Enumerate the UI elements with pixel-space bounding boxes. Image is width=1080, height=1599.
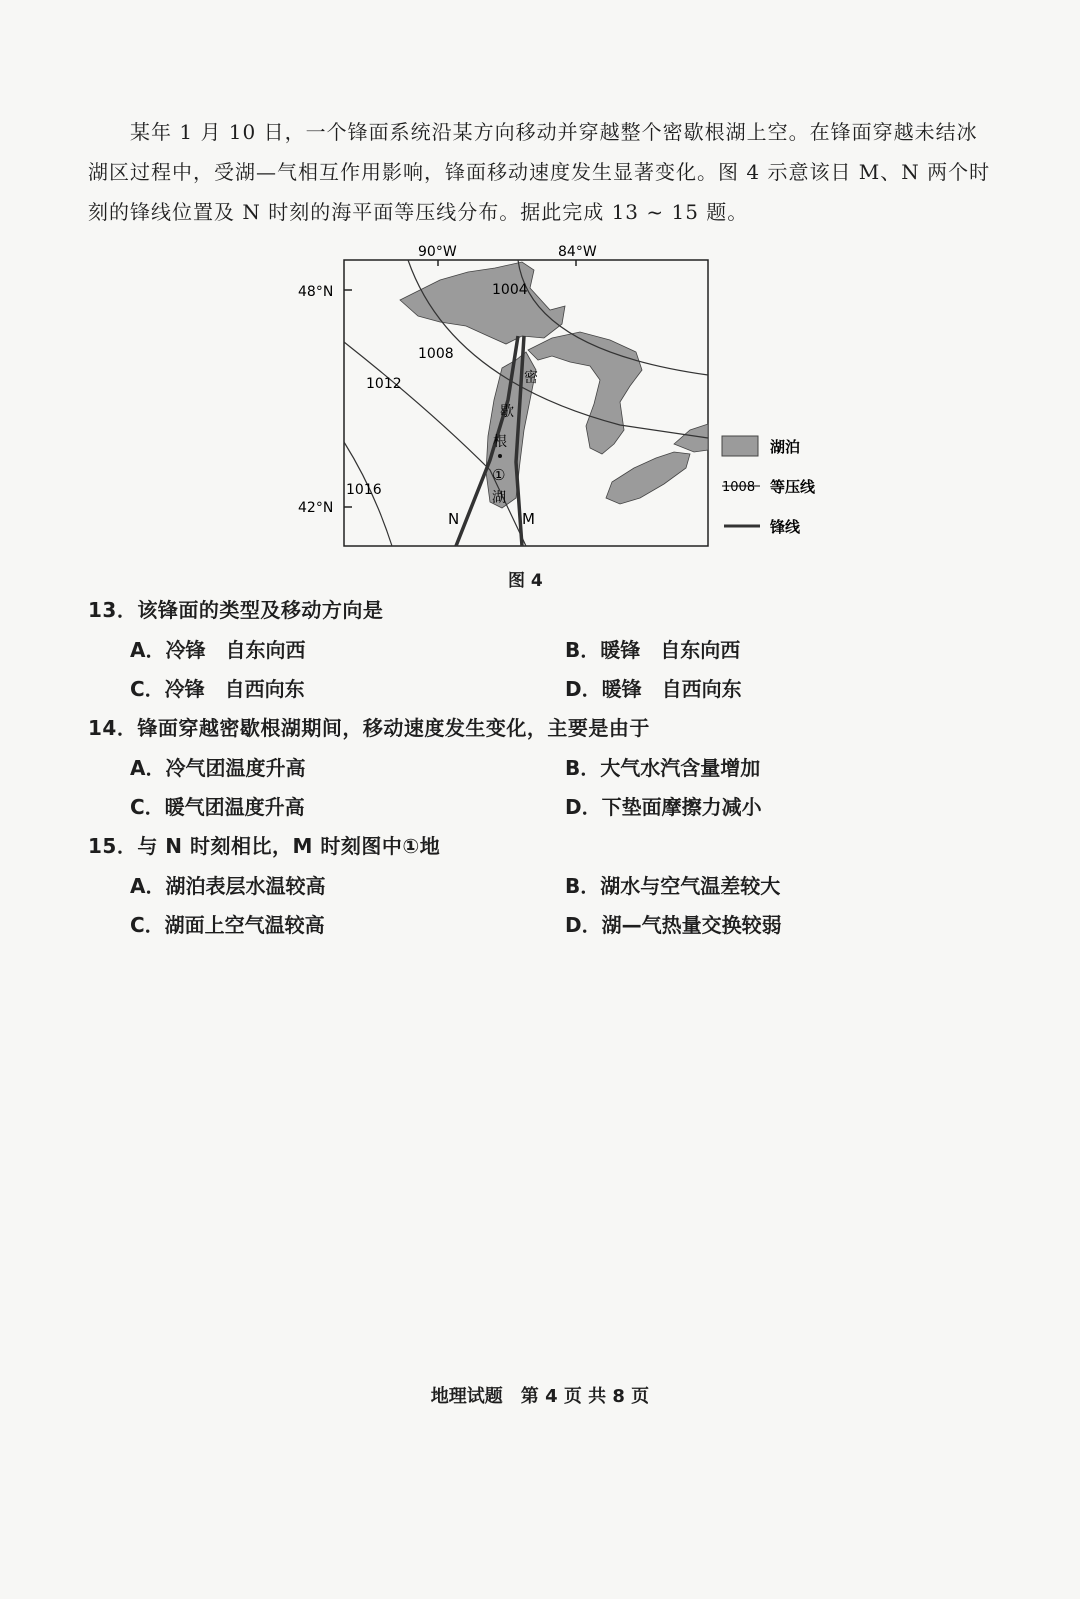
lake-name-char-1: 密 <box>524 370 538 386</box>
isobar-label-1012: 1012 <box>366 376 402 392</box>
figure-caption: 图 4 <box>508 571 543 591</box>
map-svg <box>290 240 850 570</box>
intro-text: 某年 1 月 10 日，一个锋面系统沿某方向移动并穿越整个密歇根湖上空。在锋面穿越未结冰湖区过程中，受湖—气相互作用影响，锋面移动速度发生显著变化。图 4 示意该日 M、N 两个时刻的锋线位置及 N 时刻的海平面等压线分布。据此完成 13 ~ 15 题。 <box>88 120 991 224</box>
front-label-n: N <box>448 510 460 528</box>
legend-lake-label: 湖泊 <box>770 438 801 456</box>
q13-option-c: C．冷锋 自西向东 <box>130 677 305 701</box>
page-footer: 地理试题 第 4 页 共 8 页 <box>430 1386 650 1407</box>
front-label-m: M <box>522 510 535 528</box>
figure-4-map <box>290 240 850 580</box>
q14-option-c: C．暖气团温度升高 <box>130 795 305 819</box>
lat-label-48n: 48°N <box>298 284 334 300</box>
lake-ontario <box>674 424 708 452</box>
q15-option-d: D．湖—气热量交换较弱 <box>565 913 782 937</box>
question-13-stem: 13．该锋面的类型及移动方向是 <box>88 598 384 622</box>
lake-huron <box>528 332 642 454</box>
lake-name-char-2: 歇 <box>500 404 514 420</box>
lat-label-42n: 42°N <box>298 500 334 516</box>
lake-superior <box>400 262 565 344</box>
legend-isobar-sample: 1008 <box>722 480 756 495</box>
q15-option-b: B．湖水与空气温差较大 <box>565 874 781 898</box>
lake-name-char-3: 根 <box>493 434 507 450</box>
isobar-label-1008: 1008 <box>418 346 454 362</box>
lake-erie <box>606 452 690 504</box>
q14-option-a: A．冷气团温度升高 <box>130 756 306 780</box>
question-14-stem: 14．锋面穿越密歇根湖期间，移动速度发生变化，主要是由于 <box>88 716 650 740</box>
q14-option-d: D．下垫面摩擦力减小 <box>565 795 762 819</box>
lon-label-90w: 90°W <box>418 244 457 260</box>
q15-option-a: A．湖泊表层水温较高 <box>130 874 326 898</box>
lake-name-char-4: ① <box>492 466 506 484</box>
intro-paragraph <box>88 112 993 232</box>
legend-isobar-label: 等压线 <box>770 478 816 496</box>
site-1-dot <box>498 454 502 458</box>
isobar-label-1004: 1004 <box>492 282 528 298</box>
q15-option-c: C．湖面上空气温较高 <box>130 913 325 937</box>
q13-option-a: A．冷锋 自东向西 <box>130 638 306 662</box>
legend-front-label: 锋线 <box>770 518 801 536</box>
question-15-stem: 15．与 N 时刻相比，M 时刻图中①地 <box>88 834 441 858</box>
q13-option-b: B．暖锋 自东向西 <box>565 638 741 662</box>
legend-lake-swatch <box>722 436 758 456</box>
lon-label-84w: 84°W <box>558 244 597 260</box>
q14-option-b: B．大气水汽含量增加 <box>565 756 761 780</box>
lake-name-char-5: 湖 <box>492 490 506 506</box>
q13-option-d: D．暖锋 自西向东 <box>565 677 742 701</box>
isobar-label-1016: 1016 <box>346 482 382 498</box>
